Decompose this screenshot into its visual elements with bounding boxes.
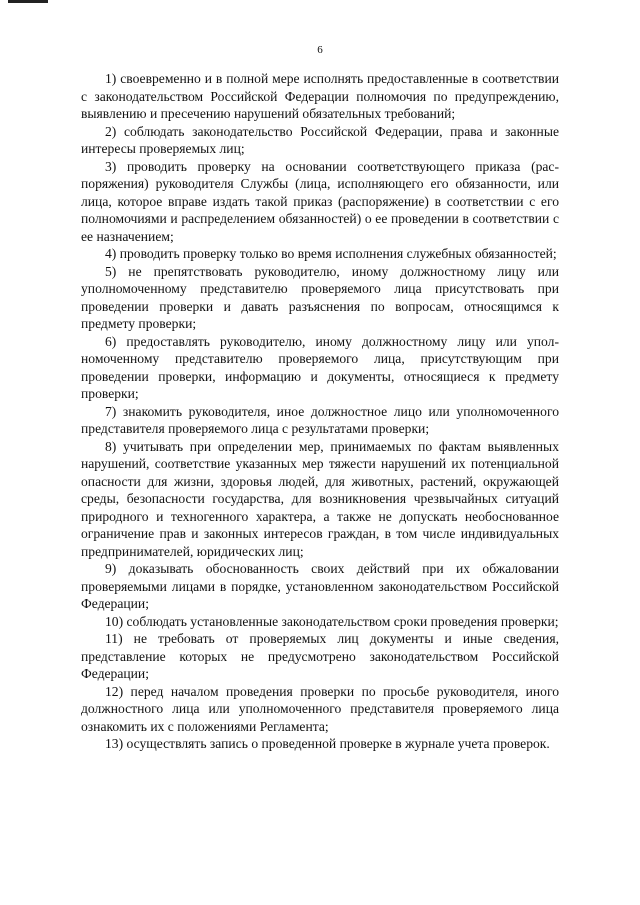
page-number: 6	[317, 44, 323, 56]
list-item: 13) осуществлять запись о проведенной проверке в журнале учета проверок.	[105, 736, 550, 751]
list-item: 9) доказывать обоснованность своих действий при их обжаловании проверяемыми лицами в порядке, установленном законодательством Российской Федерации;	[81, 561, 559, 611]
list-item: 5) не препятствовать руководителю, иному должностному лицу или уполномоченному представителю проверяемого лица присутствовать при проведении проверки и давать разъяснения по вопросам, относящимся к предмету проверки;	[81, 263, 559, 331]
list-item: 12) перед началом проведения проверки по просьбе руководителя, иного должностного лица или уполномоченного представителя проверяемого лица ознакомить их с положениями Регламента;	[81, 683, 559, 734]
document-body	[81, 70, 559, 753]
list-item: 4) проводить проверку только во время исполнения служебных обязанностей;	[105, 246, 557, 261]
list-item: 1) своевременно и в полной мере исполнять предоставленные в соответствии с законодательством Российской Федерации полномочия по предупреждению, выявлению и пресечению нарушений обязательных требований;	[81, 71, 559, 121]
scan-edge-mark	[8, 0, 48, 3]
list-item: 11) не требовать от проверяемых лиц документы и иные сведения, представление которых не предусмотрено законодательством Российской Федерации;	[81, 631, 559, 681]
list-item: 7) знакомить руководителя, иное должностное лицо или уполномоченного представителя проверяемого лица с результатами проверки;	[81, 403, 559, 436]
list-item: 2) соблюдать законодательство Российской Федерации, права и законные интересы проверяемых лиц;	[81, 123, 559, 156]
list-item: 3) проводить проверку на основании соответствующего приказа (распоряжения) руководителя Службы (лица, исполняющего его обязанности, или лица, которое вправе издать такой приказ (распоряжение) в соответствии с его полномочиями и распределением обязанностей) о ее проведении в соответствии с ее назначением;	[81, 158, 559, 244]
list-item: 6) предоставлять руководителю, иному должностному лицу или уполномоченному представителю проверяемого лица, присутствующим при проведении проверки, информацию и документы, относящиеся к предмету проверки;	[81, 333, 559, 401]
list-item: 10) соблюдать установленные законодательством сроки проведения проверки;	[105, 613, 559, 629]
list-item: 8) учитывать при определении мер, принимаемых по фактам выявленных нарушений, соответствие указанных мер тяжести нарушений их потенциальной опасности для жизни, здоровья людей, для животных, растений, окружающей среды, безопасности государства, для возникновения чрезвычайных ситуаций природного и техногенного характера, а также не допускать необоснованное ограничение прав и законных интересов граждан, в том числе индивидуальных предпринимателей, юридических лиц;	[81, 438, 559, 559]
